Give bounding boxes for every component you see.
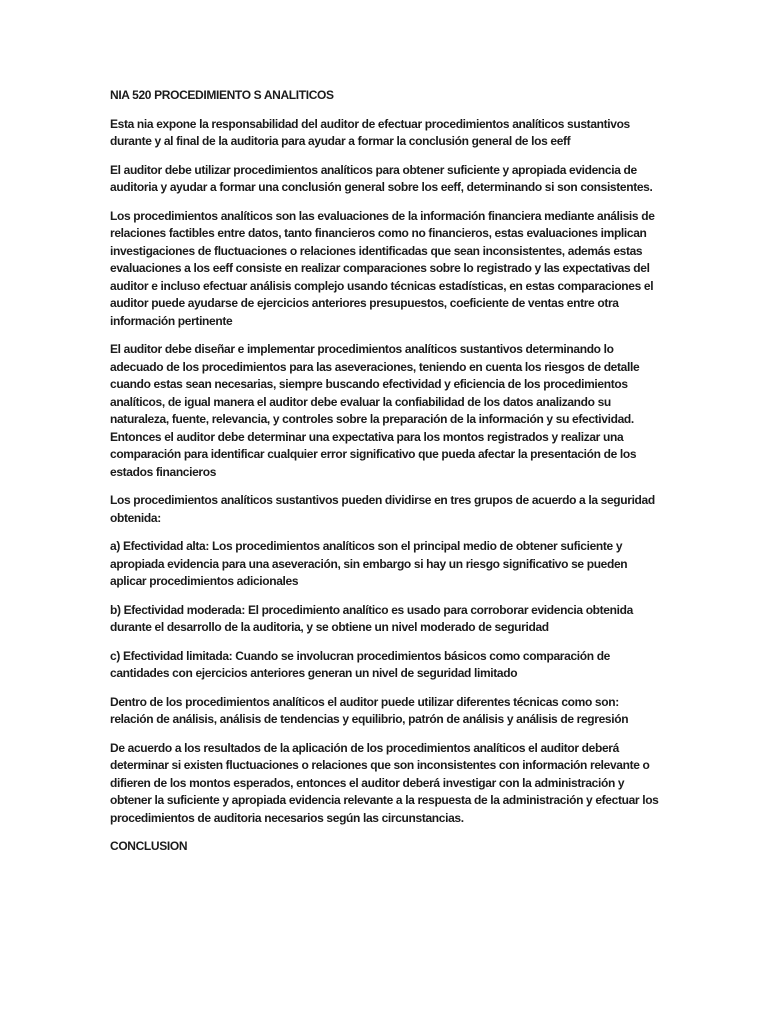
document-content [110, 87, 665, 856]
paragraph-auditor-responsibility: El auditor debe utilizar procedimientos analíticos para obtener suficiente y apropiada evidencia de auditoria y ayudar a formar una conclusión general sobre los eeff, determinando si son consistentes. [110, 162, 653, 194]
paragraph-definition: Los procedimientos analíticos son las evaluaciones de la información financiera mediante análisis de relaciones factibles entre datos, tanto financieros como no financieros, estas evaluaciones implican investigaciones de fluctuaciones o relaciones identificadas que sean inconsistentes, además estas evaluaciones a los eeff consiste en realizar comparaciones sobre lo registrado y las expectativas del auditor e incluso efectuar análisis complejo usando técnicas estadísticas, en estas comparaciones el auditor puede ayudarse de ejercicios anteriores presupuestos, coeficiente de ventas entre otra información pertinente [110, 208, 655, 328]
paragraph-three-groups-intro: Los procedimientos analíticos sustantivos pueden dividirse en tres grupos de acuerdo a la seguridad obtenida: [110, 493, 655, 525]
paragraph-item-c-efectividad-limitada: c) Efectividad limitada: Cuando se involucran procedimientos básicos como comparación de cantidades con ejercicios anteriores generan un nivel de seguridad limitado [110, 648, 610, 680]
paragraph-design-implement: El auditor debe diseñar e implementar procedimientos analíticos sustantivos determinando lo adecuado de los procedimientos para las aseveraciones, teniendo en cuenta los riesgos de detalle cuando estas sean necesarias, siempre buscando efectividad y eficiencia de los procedimientos analíticos, de igual manera el auditor debe evaluar la confiabilidad de los datos analizando su naturaleza, fuente, relevancia, y controles sobre la preparación de la información y su efectividad. Entonces el auditor debe determinar una expectativa para los montos registrados y realizar una comparación para identificar cualquier error significativo que pueda afectar la presentación de los estados financieros [110, 342, 640, 479]
paragraph-scope: Esta nia expone la responsabilidad del auditor de efectuar procedimientos analíticos sustantivos durante y al final de la auditoria para ayudar a formar la conclusión general de los eeff [110, 116, 630, 148]
paragraph-item-b-efectividad-moderada: b) Efectividad moderada: El procedimiento analítico es usado para corroborar evidencia obtenida durante el desarrollo de la auditoria, y se obtiene un nivel moderado de seguridad [110, 602, 633, 634]
paragraph-techniques: Dentro de los procedimientos analíticos el auditor puede utilizar diferentes técnicas como son: relación de análisis, análisis de tendencias y equilibrio, patrón de análisis y análisis de regresión [110, 694, 629, 726]
paragraph-item-a-efectividad-alta: a) Efectividad alta: Los procedimientos analíticos son el principal medio de obtener suficiente y apropiada evidencia para una aseveración, sin embargo si hay un riesgo significativo se pueden aplicar procedimientos adicionales [110, 539, 628, 588]
conclusion-heading: CONCLUSION [110, 839, 188, 853]
document-title: NIA 520 PROCEDIMIENTO S ANALITICOS [110, 88, 334, 102]
paragraph-results-investigation: De acuerdo a los resultados de la aplicación de los procedimientos analíticos el auditor deberá determinar si existen fluctuaciones o relaciones que son inconsistentes con información relevante o difieren de los montos esperados, entonces el auditor deberá investigar con la administración y obtener la suficiente y apropiada evidencia relevante a la respuesta de la administración y efectuar los procedimientos de auditoria necesarios según las circunstancias. [110, 740, 659, 825]
